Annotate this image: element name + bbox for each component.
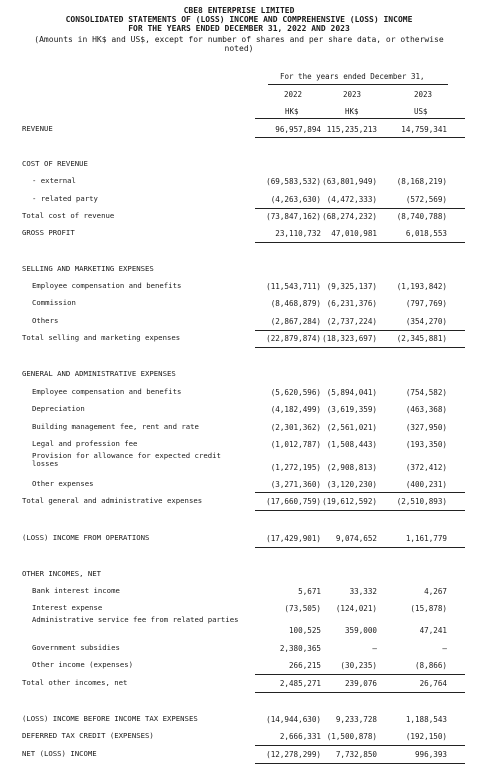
cell-2023-hkd: 33,332 — [349, 587, 377, 596]
company-name: CBE8 ENTERPRISE LIMITED — [183, 6, 295, 15]
subtotal-rule — [255, 745, 465, 746]
row-label: Provision for allowance for expected credit losses — [32, 451, 221, 468]
row-label: SELLING AND MARKETING EXPENSES — [22, 264, 154, 273]
row-label: (LOSS) INCOME FROM OPERATIONS — [22, 533, 150, 542]
cell-2023-hkd: (63,801,949) — [322, 177, 377, 186]
table-row — [0, 732, 477, 744]
cell-2022-hkd: 2,485,271 — [279, 679, 321, 688]
row-label: GROSS PROFIT — [22, 228, 75, 237]
row-label: Employee compensation and benefits — [32, 281, 182, 290]
subtotal-rule — [255, 674, 465, 675]
table-row — [0, 299, 477, 311]
cell-2023-usd: — — [442, 644, 447, 653]
row-label: Government subsidies — [32, 643, 120, 652]
row-label: Depreciation — [32, 404, 85, 413]
row-label: Bank interest income — [32, 586, 120, 595]
cell-2022-hkd: (3,271,360) — [270, 480, 321, 489]
cell-2022-hkd: 96,957,894 — [275, 125, 321, 134]
table-row — [0, 661, 477, 673]
table-row — [0, 480, 477, 492]
cell-2023-usd: (1,193,842) — [396, 282, 447, 291]
cell-2023-usd: (2,510,893) — [396, 497, 447, 506]
cell-2022-hkd: (73,505) — [284, 604, 321, 613]
cell-2023-hkd: (9,325,137) — [326, 282, 377, 291]
amounts-note-line2: noted) — [224, 44, 254, 53]
cell-2022-hkd: 100,525 — [288, 626, 321, 635]
cell-2023-hkd: 9,233,728 — [335, 715, 377, 724]
statement-title: CONSOLIDATED STATEMENTS OF (LOSS) INCOME AND COMPREHENSIVE (LOSS) INCOME — [65, 15, 413, 24]
cell-2023-usd: (15,878) — [410, 604, 447, 613]
table-row — [0, 644, 477, 656]
cell-2023-hkd: (1,500,878) — [326, 732, 377, 741]
column-period-label: For the years ended December 31, — [280, 72, 425, 81]
table-row — [0, 587, 477, 599]
row-label: Other expenses — [32, 479, 94, 488]
column-year-2023-usd: 2023 — [414, 90, 433, 99]
cell-2023-hkd: — — [372, 644, 377, 653]
subtotal-rule — [255, 492, 465, 493]
ga-total-underline — [255, 510, 465, 511]
table-row — [0, 750, 477, 762]
column-currency-usd-2023: US$ — [414, 107, 428, 116]
operations-underline — [255, 547, 465, 548]
cell-2022-hkd: (17,660,759) — [266, 497, 321, 506]
row-label: Total general and administrative expenses — [22, 496, 203, 505]
cell-2023-usd: 47,241 — [419, 626, 447, 635]
row-label: Administrative service fee from related parties — [32, 615, 239, 624]
row-label: Commission — [32, 298, 76, 307]
table-row — [0, 534, 477, 546]
gross-profit-underline — [255, 242, 465, 243]
cell-2022-hkd: (12,278,299) — [266, 750, 321, 759]
table-row — [0, 679, 477, 691]
statement-period: FOR THE YEARS ENDED DECEMBER 31, 2022 AND 2023 — [128, 24, 350, 33]
cell-2022-hkd: 266,215 — [288, 661, 321, 670]
cell-2022-hkd: 2,666,331 — [279, 732, 321, 741]
cell-2023-usd: (400,231) — [405, 480, 447, 489]
other-incomes-underline — [255, 692, 465, 693]
cell-2022-hkd: (17,429,901) — [266, 534, 321, 543]
cell-2022-hkd: (11,543,711) — [266, 282, 321, 291]
cell-2023-usd: (463,368) — [405, 405, 447, 414]
row-label: Total selling and marketing expenses — [22, 333, 181, 342]
cell-2023-usd: (354,270) — [405, 317, 447, 326]
cell-2023-hkd: (2,737,224) — [326, 317, 377, 326]
cell-2023-usd: 1,161,779 — [405, 534, 447, 543]
cell-2023-usd: 1,188,543 — [405, 715, 447, 724]
table-row — [0, 405, 477, 417]
cell-2023-hkd: (6,231,376) — [326, 299, 377, 308]
cell-2022-hkd: (4,263,630) — [270, 195, 321, 204]
cell-2023-usd: (572,569) — [405, 195, 447, 204]
cell-2023-hkd: (124,021) — [335, 604, 377, 613]
row-label: REVENUE — [22, 124, 53, 133]
cell-2023-usd: 26,764 — [419, 679, 447, 688]
cell-2023-hkd: 7,732,850 — [335, 750, 377, 759]
cell-2023-usd: 14,759,341 — [401, 125, 447, 134]
cell-2023-usd: (8,740,788) — [396, 212, 447, 221]
cell-2023-hkd: (3,120,230) — [326, 480, 377, 489]
table-row — [0, 497, 477, 509]
cell-2023-usd: 996,393 — [414, 750, 447, 759]
table-row — [0, 452, 477, 472]
cell-2023-usd: 6,018,553 — [405, 229, 447, 238]
table-row — [0, 616, 477, 636]
row-label: GENERAL AND ADMINISTRATIVE EXPENSES — [22, 369, 176, 378]
cell-2023-usd: 4,267 — [424, 587, 447, 596]
row-label: Legal and profession fee — [32, 439, 138, 448]
row-label: Employee compensation and benefits — [32, 387, 182, 396]
column-header-rule — [268, 84, 448, 85]
row-label: (LOSS) INCOME BEFORE INCOME TAX EXPENSES — [22, 714, 198, 723]
selling-total-underline — [255, 347, 465, 348]
section-heading — [0, 570, 477, 582]
column-currency-hkd-2023: HK$ — [345, 107, 359, 116]
cell-2023-usd: (754,582) — [405, 388, 447, 397]
table-row — [0, 715, 477, 727]
subtotal-rule — [255, 330, 465, 331]
cell-2023-hkd: (68,274,232) — [322, 212, 377, 221]
cell-2022-hkd: (1,012,787) — [270, 440, 321, 449]
cell-2023-usd: (8,866) — [414, 661, 447, 670]
currency-rule — [255, 118, 465, 119]
cell-2022-hkd: (73,847,162) — [266, 212, 321, 221]
cell-2022-hkd: (8,468,879) — [270, 299, 321, 308]
table-row — [0, 229, 477, 241]
section-heading — [0, 370, 477, 382]
cell-2023-hkd: (18,323,697) — [322, 334, 377, 343]
cell-2023-usd: (327,950) — [405, 423, 447, 432]
cell-2022-hkd: (1,272,195) — [270, 463, 321, 472]
row-label: OTHER INCOMES, NET — [22, 569, 102, 578]
row-label: DEFERRED TAX CREDIT (EXPENSES) — [22, 731, 154, 740]
table-row — [0, 388, 477, 400]
row-label: Total cost of revenue — [22, 211, 115, 220]
cell-2023-hkd: (3,619,359) — [326, 405, 377, 414]
table-row — [0, 334, 477, 346]
table-row — [0, 177, 477, 189]
cell-2023-hkd: (1,508,443) — [326, 440, 377, 449]
cell-2023-hkd: 47,010,981 — [331, 229, 377, 238]
revenue-underline — [255, 137, 465, 138]
cell-2023-usd: (372,412) — [405, 463, 447, 472]
cell-2023-hkd: (2,908,813) — [326, 463, 377, 472]
cell-2022-hkd: 2,380,365 — [279, 644, 321, 653]
cell-2022-hkd: (5,620,596) — [270, 388, 321, 397]
cell-2023-hkd: (19,612,592) — [322, 497, 377, 506]
cell-2022-hkd: 23,110,732 — [275, 229, 321, 238]
table-row — [0, 317, 477, 329]
cell-2022-hkd: (4,182,499) — [270, 405, 321, 414]
cell-2023-hkd: 359,000 — [344, 626, 377, 635]
cell-2022-hkd: (2,301,362) — [270, 423, 321, 432]
table-row — [0, 212, 477, 224]
table-row — [0, 195, 477, 207]
cell-2023-hkd: (30,235) — [340, 661, 377, 670]
cell-2023-usd: (192,150) — [405, 732, 447, 741]
table-row — [0, 282, 477, 294]
row-label: Interest expense — [32, 603, 103, 612]
section-heading — [0, 160, 477, 172]
cell-2022-hkd: (14,944,630) — [266, 715, 321, 724]
net-income-underline — [255, 763, 465, 764]
cell-2022-hkd: (2,867,284) — [270, 317, 321, 326]
cell-2022-hkd: 5,671 — [298, 587, 321, 596]
column-year-2023-hkd: 2023 — [343, 90, 362, 99]
table-row — [0, 423, 477, 435]
cell-2023-hkd: (2,561,021) — [326, 423, 377, 432]
row-label: COST OF REVENUE — [22, 159, 88, 168]
cell-2023-hkd: (5,894,041) — [326, 388, 377, 397]
column-currency-hkd-2022: HK$ — [285, 107, 299, 116]
row-label: - external — [32, 176, 76, 185]
cell-2023-usd: (2,345,881) — [396, 334, 447, 343]
row-label: Others — [32, 316, 59, 325]
row-label: Total other incomes, net — [22, 678, 128, 687]
cell-2023-usd: (8,168,219) — [396, 177, 447, 186]
section-heading — [0, 265, 477, 277]
cell-2022-hkd: (69,583,532) — [266, 177, 321, 186]
row-label: - related party — [32, 194, 98, 203]
cell-2023-hkd: 239,076 — [344, 679, 377, 688]
cell-2022-hkd: (22,879,874) — [266, 334, 321, 343]
row-label: NET (LOSS) INCOME — [22, 749, 97, 758]
amounts-note-line1: (Amounts in HK$ and US$, except for number of shares and per share data, or otherwise — [34, 35, 444, 44]
cell-2023-hkd: 115,235,213 — [326, 125, 377, 134]
cell-2023-hkd: 9,074,652 — [335, 534, 377, 543]
cell-2023-hkd: (4,472,333) — [326, 195, 377, 204]
cell-2023-usd: (797,769) — [405, 299, 447, 308]
cell-2023-usd: (193,350) — [405, 440, 447, 449]
row-label: Other income (expenses) — [32, 660, 134, 669]
row-label: Building management fee, rent and rate — [32, 422, 199, 431]
subtotal-rule — [255, 208, 465, 209]
column-year-2022: 2022 — [284, 90, 303, 99]
table-row — [0, 125, 477, 137]
